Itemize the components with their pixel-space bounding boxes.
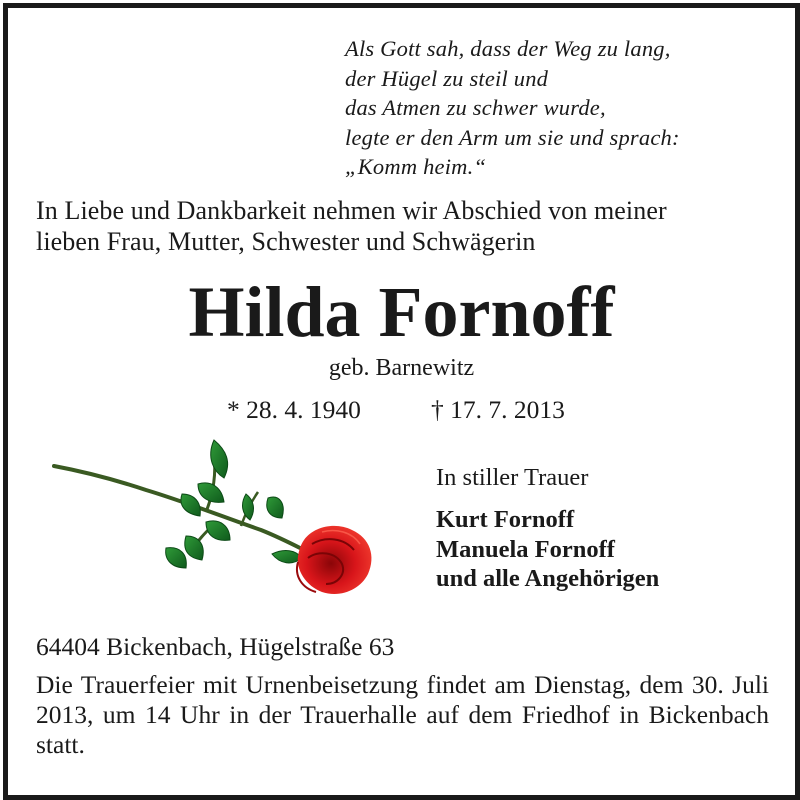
obituary-notice: [3, 3, 800, 800]
poem-line: das Atmen zu schwer wurde,: [345, 95, 606, 120]
intro-line: lieben Frau, Mutter, Schwester und Schwägerin: [36, 227, 536, 256]
red-rose-image: [46, 432, 386, 602]
rose-bloom: [297, 526, 372, 594]
poem: [345, 34, 785, 182]
birth-date: * 28. 4. 1940: [227, 395, 361, 424]
mourner-name: Manuela Fornoff: [436, 535, 615, 563]
address: 64404 Bickenbach, Hügelstraße 63: [36, 632, 395, 661]
mourner-list: [436, 505, 659, 594]
death-date: † 17. 7. 2013: [431, 395, 565, 424]
rose-leaves: [166, 440, 302, 568]
mourner-name: Kurt Fornoff: [436, 506, 575, 533]
mourner-name: und alle Angehörigen: [436, 565, 660, 592]
intro-text: [36, 195, 776, 257]
deceased-name: Hilda Fornoff: [188, 272, 615, 352]
poem-line: der Hügel zu steil und: [345, 65, 549, 91]
mourning-label: In stiller Trauer: [436, 464, 589, 491]
poem-line: legte er den Arm um sie und sprach:: [345, 124, 680, 150]
service-info: Die Trauerfeier mit Urnenbeisetzung findet am Dienstag, dem 30. Juli 2013, um 14 Uhr in der Trauerhalle auf dem Friedhof in Bickenbach statt.: [36, 670, 769, 759]
maiden-name: geb. Barnewitz: [328, 355, 475, 381]
poem-line: „Komm heim.“: [345, 154, 487, 179]
intro-line: In Liebe und Dankbarkeit nehmen wir Abschied von meiner: [36, 196, 667, 225]
poem-line: Als Gott sah, dass der Weg zu lang,: [345, 36, 671, 61]
